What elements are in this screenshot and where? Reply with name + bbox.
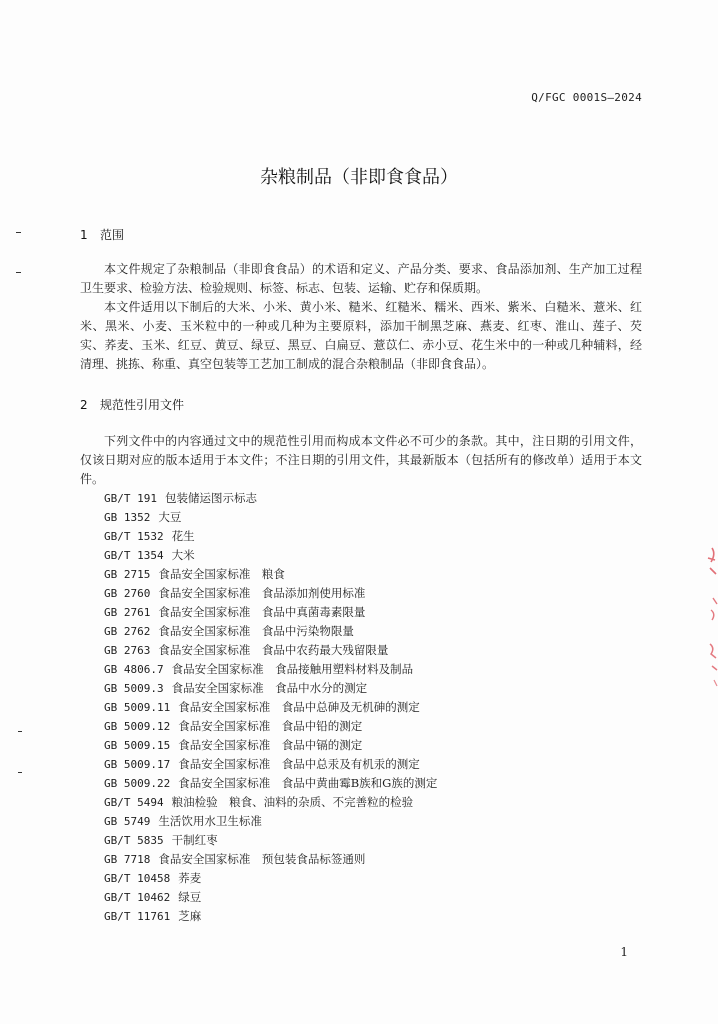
document-title: 杂粮制品（非即食食品） bbox=[260, 167, 458, 188]
reference-item bbox=[104, 793, 437, 812]
reference-title: 食品安全国家标准 食品中铅的测定 bbox=[178, 719, 363, 733]
scan-mark bbox=[16, 232, 21, 233]
reference-code: GB 5009.22 bbox=[104, 777, 171, 790]
reference-item bbox=[104, 812, 437, 831]
reference-code: GB/T 1354 bbox=[104, 549, 164, 562]
reference-item bbox=[104, 546, 437, 565]
reference-title: 食品安全国家标准 食品中农药最大残留限量 bbox=[158, 643, 389, 657]
reference-item bbox=[104, 622, 437, 641]
reference-title: 食品安全国家标准 食品中真菌毒素限量 bbox=[158, 605, 366, 619]
reference-title: 食品安全国家标准 预包装食品标签通则 bbox=[158, 852, 366, 866]
reference-title: 食品安全国家标准 食品中水分的测定 bbox=[171, 681, 368, 695]
reference-code: GB/T 191 bbox=[104, 492, 157, 505]
reference-title: 食品安全国家标准 食品中总砷及无机砷的测定 bbox=[178, 700, 420, 714]
reference-item bbox=[104, 755, 437, 774]
reference-code: GB 2761 bbox=[104, 606, 151, 619]
reference-code: GB/T 5835 bbox=[104, 834, 164, 847]
reference-code: GB/T 10462 bbox=[104, 891, 171, 904]
reference-code: GB 5009.17 bbox=[104, 758, 171, 771]
reference-code: GB/T 5494 bbox=[104, 796, 164, 809]
reference-code: GB 5009.12 bbox=[104, 720, 171, 733]
references-intro-paragraph: 下列文件中的内容通过文中的规范性引用而构成本文件必不可少的条款。其中，注日期的引用文件，仅该日期对应的版本适用于本文件；不注日期的引用文件，其最新版本（包括所有的修改单）适用于本文件。 bbox=[80, 434, 642, 486]
page-number: 1 bbox=[620, 945, 628, 959]
standard-code: Q/FGC 0001S—2024 bbox=[531, 91, 642, 104]
reference-title: 食品安全国家标准 食品接触用塑料材料及制品 bbox=[171, 662, 414, 676]
reference-title: 粮油检验 粮食、油料的杂质、不完善粒的检验 bbox=[171, 795, 414, 809]
reference-code: GB/T 11761 bbox=[104, 910, 171, 923]
reference-item bbox=[104, 850, 437, 869]
reference-code: GB 2760 bbox=[104, 587, 151, 600]
reference-item bbox=[104, 660, 437, 679]
reference-item bbox=[104, 698, 437, 717]
reference-title: 绿豆 bbox=[178, 890, 202, 904]
section-number: 1 bbox=[80, 228, 88, 242]
reference-title: 大豆 bbox=[158, 510, 182, 524]
reference-code: GB 5009.15 bbox=[104, 739, 171, 752]
reference-item bbox=[104, 603, 437, 622]
reference-code: GB 2763 bbox=[104, 644, 151, 657]
reference-title: 食品安全国家标准 食品中总汞及有机汞的测定 bbox=[178, 757, 420, 771]
section-title: 规范性引用文件 bbox=[100, 398, 185, 412]
reference-item bbox=[104, 489, 437, 508]
reference-item bbox=[104, 641, 437, 660]
section-1-heading bbox=[80, 226, 124, 243]
reference-item bbox=[104, 584, 437, 603]
reference-title: 食品安全国家标准 食品中镉的测定 bbox=[178, 738, 363, 752]
reference-item bbox=[104, 907, 437, 926]
reference-title: 食品安全国家标准 粮食 bbox=[158, 567, 285, 581]
reference-code: GB/T 1532 bbox=[104, 530, 164, 543]
reference-title: 食品安全国家标准 食品中黄曲霉B族和G族的测定 bbox=[178, 776, 438, 790]
reference-code: GB/T 10458 bbox=[104, 872, 171, 885]
scope-paragraph-2: 本文件适用以下制后的大米、小米、黄小米、糙米、红糙米、糯米、西米、紫米、白糙米、薏米、红米、黑米、小麦、玉米粒中的一种或几种为主要原料，添加干制黑芝麻、燕麦、红枣、淮山、莲子、芡实、荞麦、玉米、红豆、黄豆、绿豆、黑豆、白扁豆、薏苡仁、赤小豆、花生米中的一种或几种辅料，经清理、挑拣、称重、真空包装等工艺加工制成的混合杂粮制品（非即食食品）。 bbox=[80, 300, 642, 371]
reference-code: GB 2715 bbox=[104, 568, 151, 581]
reference-item bbox=[104, 717, 437, 736]
reference-title: 荞麦 bbox=[178, 871, 202, 885]
reference-title: 包装储运图示标志 bbox=[164, 491, 257, 505]
reference-code: GB 5749 bbox=[104, 815, 151, 828]
seal-stamp-edge bbox=[702, 540, 718, 690]
reference-title: 花生 bbox=[171, 529, 195, 543]
scope-paragraph-1: 本文件规定了杂粮制品（非即食食品）的术语和定义、产品分类、要求、食品添加剂、生产加工过程卫生要求、检验方法、检验规则、标签、标志、包装、运输、贮存和保质期。 bbox=[80, 262, 642, 295]
reference-title: 干制红枣 bbox=[171, 833, 218, 847]
reference-item bbox=[104, 565, 437, 584]
reference-code: GB 5009.11 bbox=[104, 701, 171, 714]
reference-title: 芝麻 bbox=[178, 909, 202, 923]
reference-code: GB 2762 bbox=[104, 625, 151, 638]
reference-item bbox=[104, 527, 437, 546]
reference-item bbox=[104, 888, 437, 907]
reference-item bbox=[104, 774, 437, 793]
reference-item bbox=[104, 508, 437, 527]
reference-code: GB 5009.3 bbox=[104, 682, 164, 695]
reference-title: 大米 bbox=[171, 548, 195, 562]
section-number: 2 bbox=[80, 398, 88, 412]
section-title: 范围 bbox=[100, 228, 125, 242]
reference-item bbox=[104, 679, 437, 698]
scan-mark bbox=[18, 772, 22, 773]
reference-title: 食品安全国家标准 食品中污染物限量 bbox=[158, 624, 354, 638]
reference-title: 食品安全国家标准 食品添加剂使用标准 bbox=[158, 586, 366, 600]
reference-code: GB 4806.7 bbox=[104, 663, 164, 676]
reference-item bbox=[104, 869, 437, 888]
reference-code: GB 1352 bbox=[104, 511, 151, 524]
scan-mark bbox=[18, 731, 22, 732]
reference-code: GB 7718 bbox=[104, 853, 151, 866]
reference-item bbox=[104, 736, 437, 755]
reference-list bbox=[104, 489, 437, 926]
reference-title: 生活饮用水卫生标准 bbox=[158, 814, 262, 828]
section-2-heading bbox=[80, 396, 184, 413]
scan-mark bbox=[16, 272, 21, 273]
reference-item bbox=[104, 831, 437, 850]
